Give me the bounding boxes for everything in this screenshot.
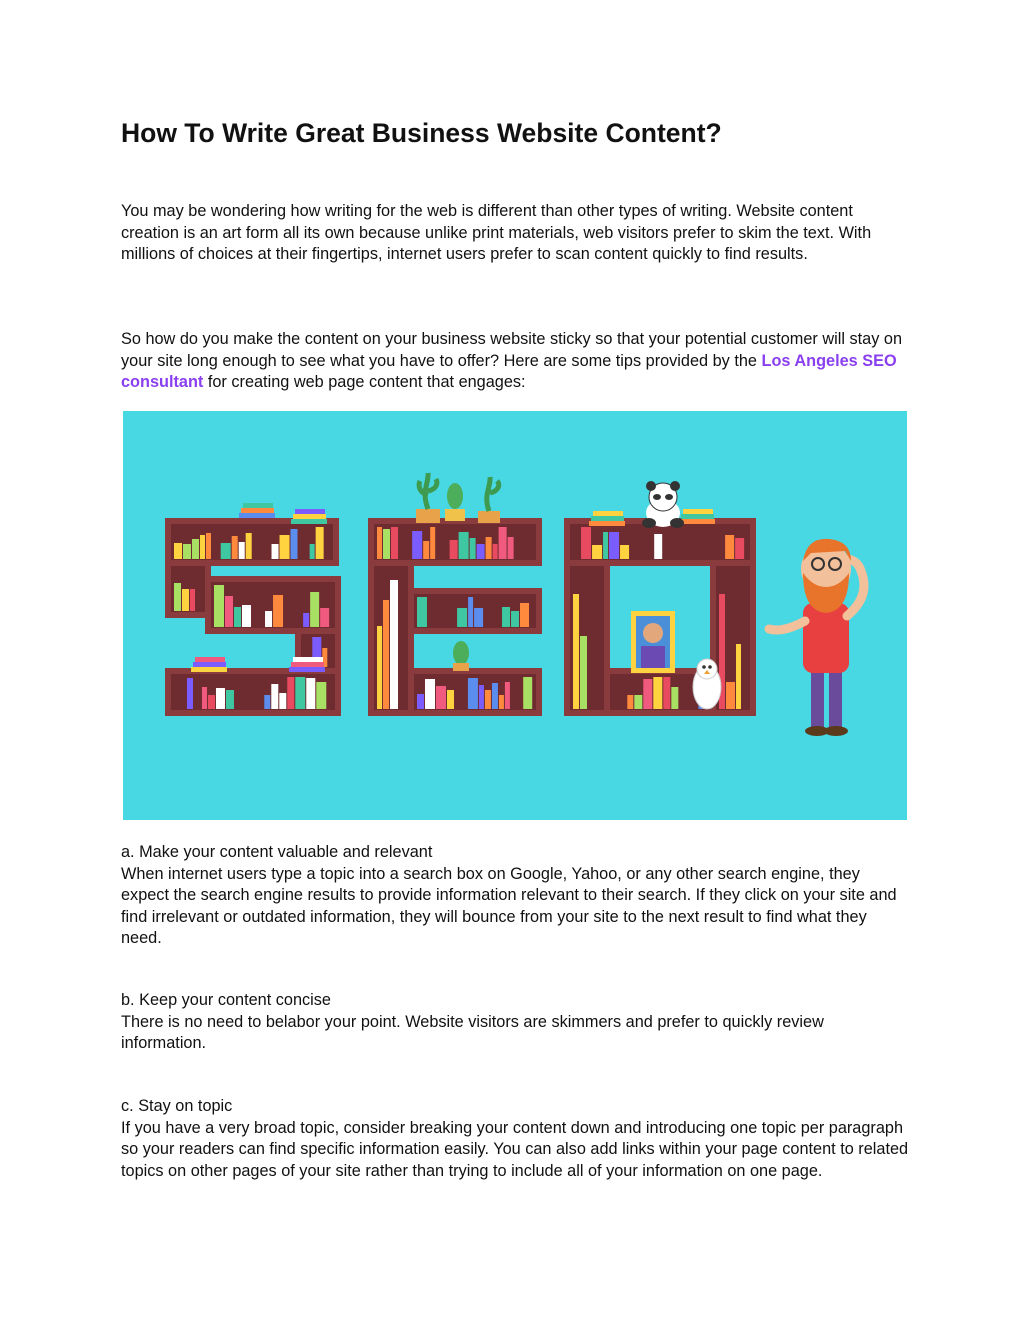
book: [627, 695, 633, 709]
book: [412, 531, 422, 559]
book: [653, 677, 662, 709]
book-stack: [293, 514, 326, 519]
tips-intro-text: So how do you make the content on your business website sticky so that your potential customer will stay on your site long enough to see what you have to offer? Here are some tips provided by the: [121, 330, 902, 370]
book: [603, 532, 608, 559]
book-stack: [291, 662, 324, 667]
book-stack: [683, 509, 713, 514]
book: [430, 527, 435, 559]
book: [735, 538, 744, 559]
book: [202, 687, 207, 709]
book-stack: [681, 514, 714, 519]
book: [239, 542, 245, 559]
book: [187, 678, 193, 709]
book: [306, 678, 315, 709]
book: [206, 533, 211, 559]
book: [174, 543, 182, 559]
book: [485, 690, 491, 709]
book: [221, 543, 231, 559]
book: [492, 683, 498, 709]
book: [214, 585, 224, 627]
book: [508, 537, 514, 559]
seo-consultant-link[interactable]: Los Angeles SEO consultant: [121, 351, 897, 391]
book: [295, 677, 305, 709]
book: [377, 527, 382, 559]
book: [573, 594, 579, 709]
book-stack: [193, 662, 226, 667]
book: [246, 533, 252, 559]
book-stack: [241, 508, 274, 513]
book: [436, 686, 446, 709]
penguin-toy-decoration: [693, 659, 721, 709]
tips-intro-paragraph: [121, 329, 911, 394]
book: [310, 592, 319, 627]
book: [383, 600, 389, 709]
tip-a-body: When internet users type a topic into a search box on Google, Yahoo, or any other search engine, they expect the search engine results to provide information relevant to their search. If they click on your site and find irrelevant or outdated information, they will bounce from your site to the next result to find what they need.: [121, 864, 897, 947]
book: [287, 677, 294, 709]
book-stack: [191, 667, 227, 672]
book-stack: [293, 657, 323, 662]
book: [520, 603, 529, 627]
book: [192, 539, 199, 559]
book: [273, 595, 283, 627]
seo-bookshelf-graphic: [123, 411, 907, 820]
book: [592, 545, 602, 559]
book: [316, 682, 326, 709]
book: [425, 679, 435, 709]
book: [609, 532, 619, 559]
book: [470, 538, 476, 559]
book: [391, 527, 398, 559]
book: [265, 611, 272, 627]
book: [447, 690, 454, 709]
tip-c-body: If you have a very broad topic, consider breaking your content down and introducing one topic per paragraph so your readers can find specific information easily. You can also add links within your page content to related topics on other pages of your site rather than trying to include all of your information on one page.: [121, 1118, 909, 1180]
book: [634, 695, 642, 709]
book: [272, 544, 279, 559]
tip-b-body: There is no need to belabor your point. Website visitors are skimmers and prefer to quickly review information.: [121, 1012, 824, 1052]
book: [226, 690, 234, 709]
book-stack: [291, 519, 327, 524]
book: [417, 694, 424, 709]
book: [502, 607, 510, 627]
intro-paragraph: You may be wondering how writing for the web is different than other types of writing. Website content creation is an art form all its own because unlike print materials, web visitors prefer to skim the text. With millions of choices at their fingertips, internet users prefer to scan content quickly to find results.: [121, 202, 872, 263]
book: [279, 693, 286, 709]
book: [663, 677, 670, 709]
book: [468, 597, 473, 627]
book: [190, 589, 195, 611]
book-stack: [243, 503, 273, 508]
book: [216, 688, 225, 709]
tip-b-heading: b. Keep your content concise: [121, 991, 331, 1009]
book: [208, 695, 215, 709]
portrait-frame-decoration: [631, 611, 675, 673]
book: [726, 682, 735, 709]
book: [232, 536, 238, 559]
book: [499, 695, 504, 709]
book-stack: [593, 511, 623, 516]
book: [459, 532, 469, 559]
book: [291, 529, 298, 559]
book: [174, 583, 181, 611]
book: [499, 527, 507, 559]
book: [580, 636, 587, 709]
book: [271, 684, 278, 709]
book: [200, 535, 205, 559]
book-stack: [289, 667, 325, 672]
book-stack: [591, 516, 624, 521]
book: [320, 608, 329, 627]
bearded-man-character: [769, 539, 864, 736]
book: [620, 545, 629, 559]
tip-c-heading: c. Stay on topic: [121, 1097, 233, 1115]
book: [182, 589, 189, 611]
tip-c-section: [121, 1096, 911, 1182]
book: [234, 607, 241, 627]
tip-a-heading: a. Make your content valuable and relevant: [121, 843, 433, 861]
panda-toy-decoration: [642, 481, 684, 528]
book: [511, 611, 519, 627]
book: [183, 544, 191, 559]
tips-intro-text-end: for creating web page content that engages:: [203, 373, 526, 391]
book: [450, 540, 458, 559]
page-title: How To Write Great Business Website Content?: [121, 118, 722, 148]
book: [477, 544, 485, 559]
book-stack: [239, 513, 275, 518]
book: [468, 678, 478, 709]
tip-a-section: [121, 842, 911, 950]
book: [423, 541, 429, 559]
book: [417, 597, 427, 627]
book: [505, 682, 510, 709]
book: [457, 608, 467, 627]
book-stack: [589, 521, 625, 526]
book: [383, 529, 390, 559]
book: [486, 537, 492, 559]
book: [725, 535, 734, 559]
book: [390, 580, 398, 709]
book: [264, 695, 270, 709]
book: [671, 687, 678, 709]
book: [736, 644, 741, 709]
cactus-plants-decoration: [416, 473, 500, 671]
book: [493, 544, 498, 559]
book: [377, 626, 382, 709]
book: [581, 527, 591, 559]
book: [303, 613, 309, 627]
book: [225, 596, 233, 627]
book: [316, 527, 324, 559]
seo-bookshelf-illustration: [123, 411, 907, 820]
book: [242, 605, 251, 627]
book: [310, 544, 315, 559]
book: [479, 685, 484, 709]
tip-b-section: [121, 990, 911, 1055]
book: [654, 534, 662, 559]
book-stack: [195, 657, 225, 662]
book: [280, 535, 290, 559]
book: [523, 677, 532, 709]
book: [474, 608, 483, 627]
book-stack: [679, 519, 715, 524]
book-stack: [295, 509, 325, 514]
book: [643, 679, 652, 709]
